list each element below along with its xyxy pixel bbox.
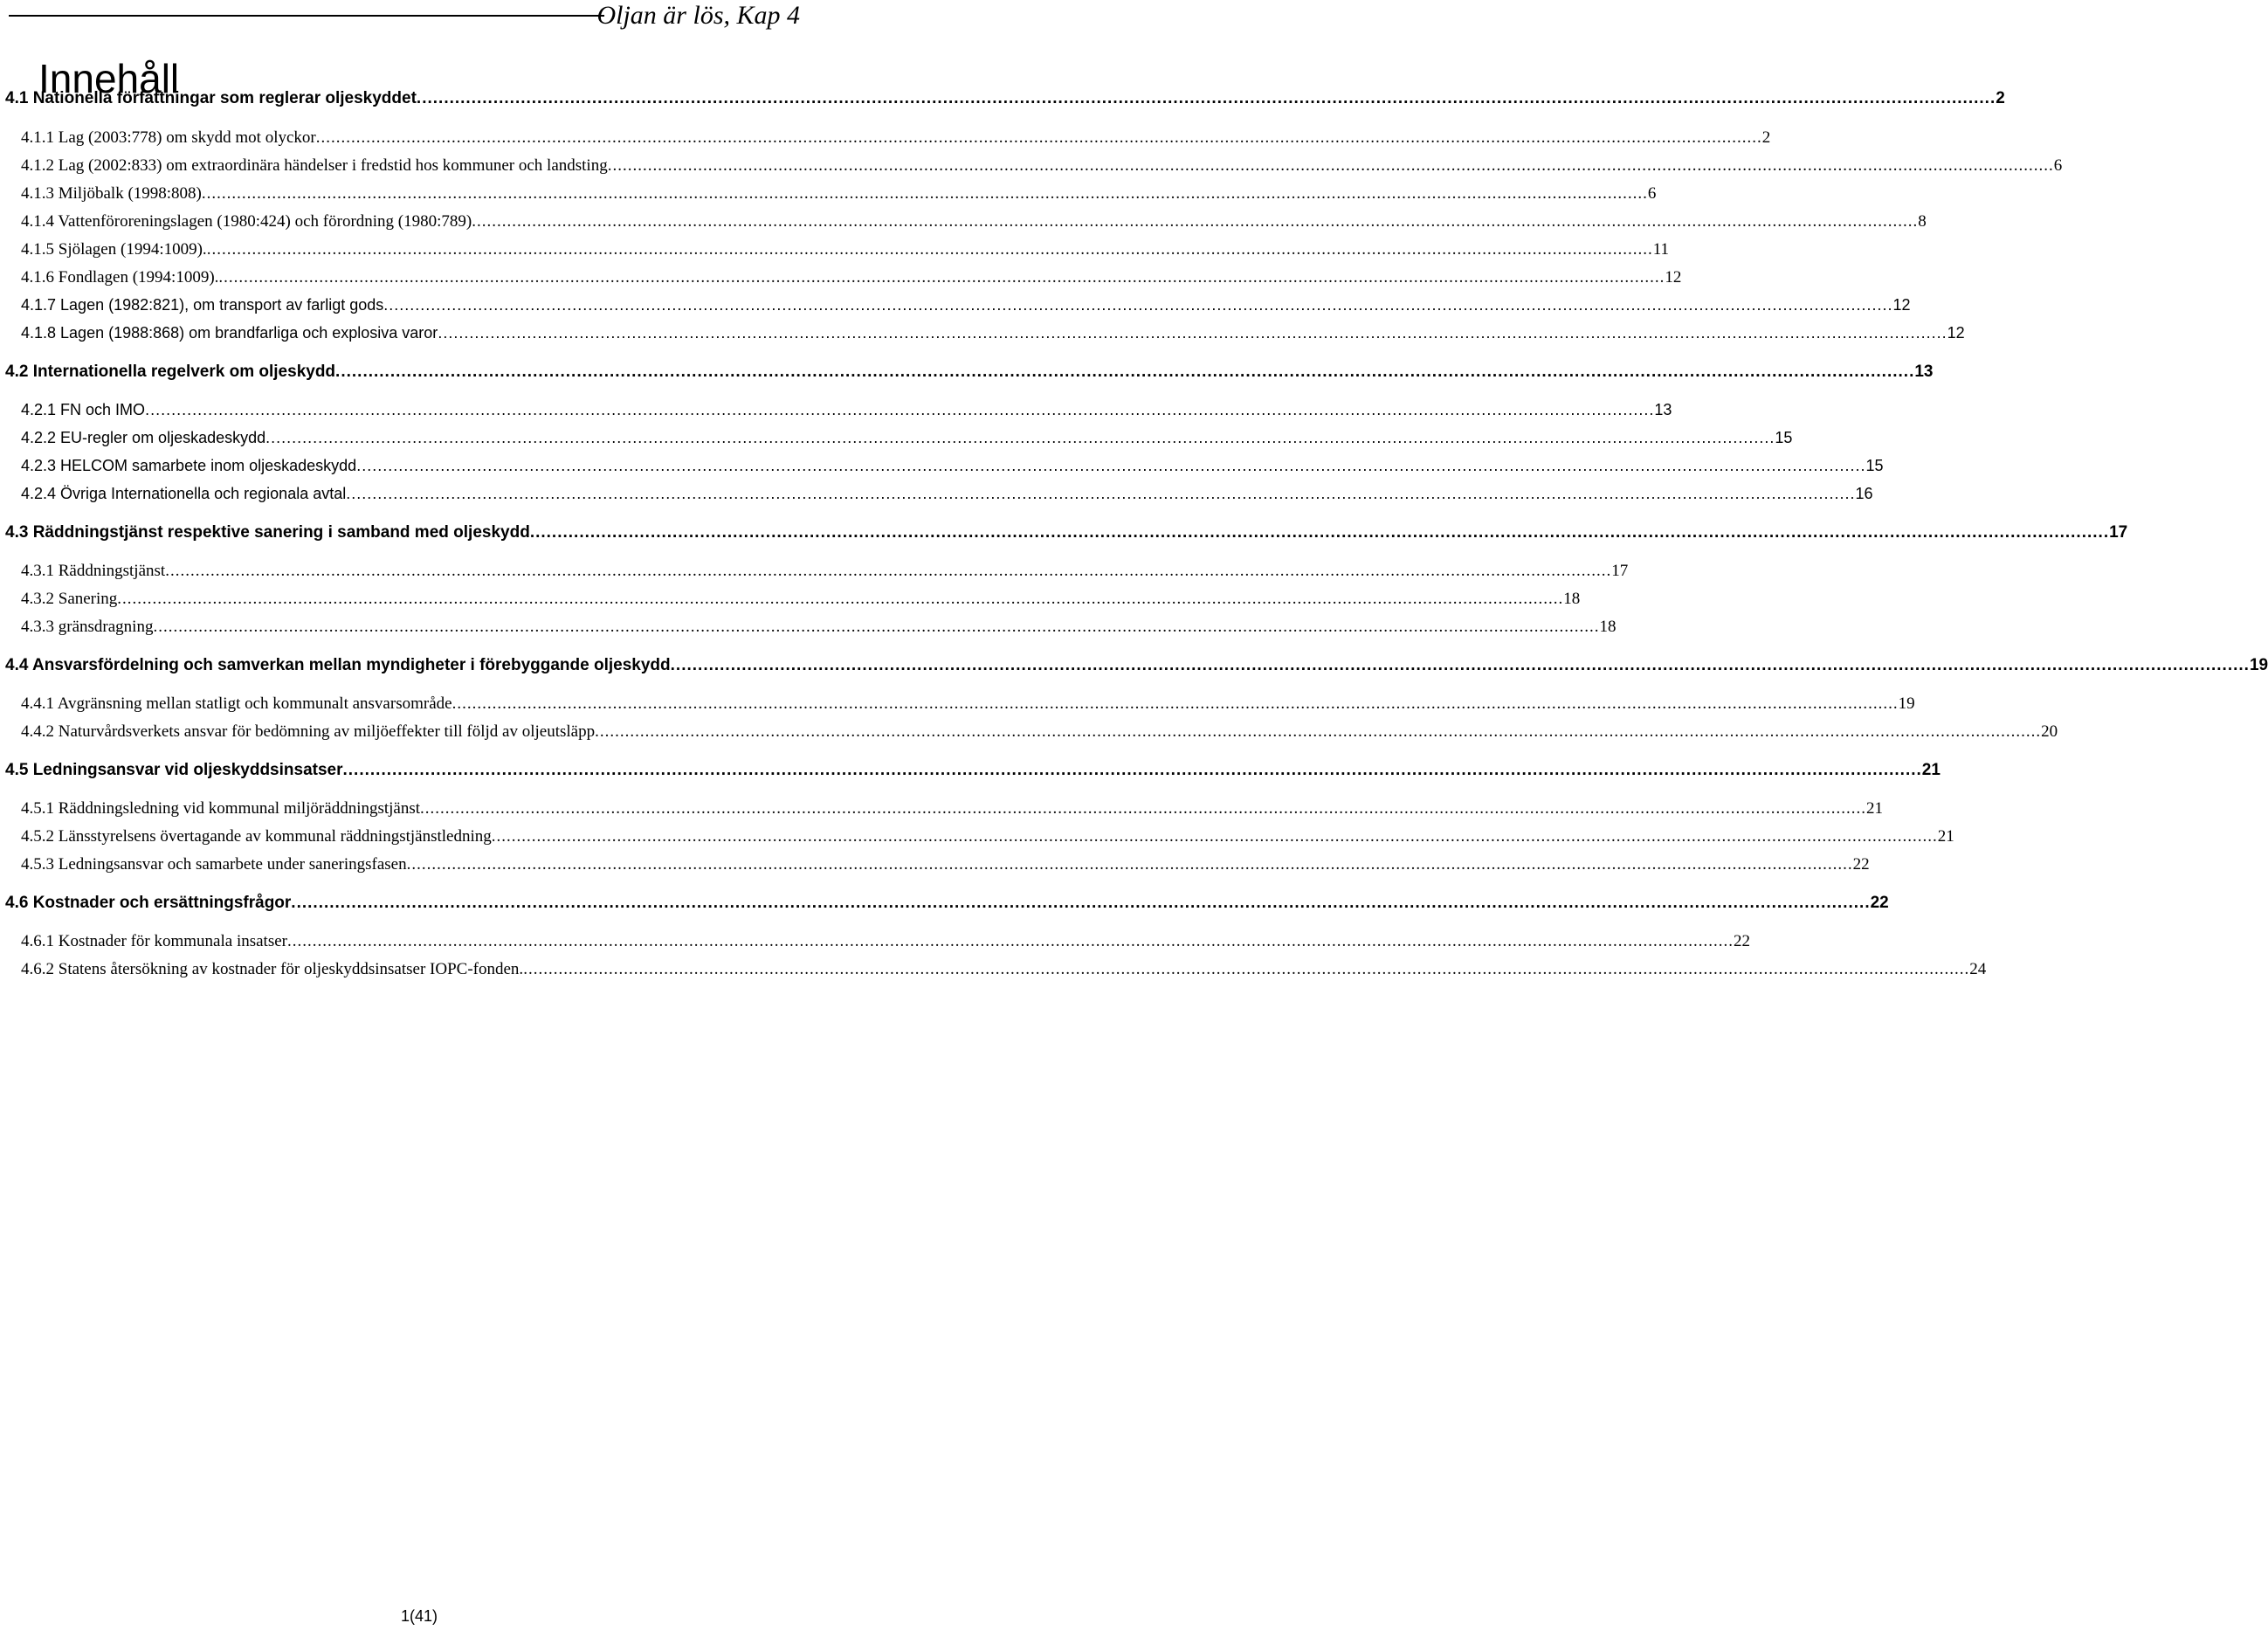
- toc-page-number: 19: [2249, 656, 2268, 674]
- toc-page-number: 15: [1775, 429, 1793, 446]
- dot-leader: [291, 894, 1870, 913]
- dot-leader: [117, 590, 1563, 609]
- dot-leader: [145, 401, 1654, 419]
- dot-leader: [207, 240, 1653, 259]
- toc-entry-title: 4.1.7 Lagen (1982:821), om transport av farligt gods: [21, 296, 384, 314]
- running-header: Oljan är lös, Kap 4: [596, 1, 800, 30]
- toc-entry-title: 4.1.4 Vattenföroreningslagen (1980:424) och förordning (1980:789): [21, 212, 472, 231]
- dot-leader: [346, 485, 1855, 503]
- toc-entry-title: 4.2.1 FN och IMO: [21, 401, 146, 418]
- toc-page-number: 18: [1599, 618, 1617, 636]
- toc-entry-title: 4.2 Internationella regelverk om oljeskydd: [5, 363, 336, 381]
- toc-subsection-entry[interactable]: [21, 401, 1672, 419]
- toc-entry-title: 4.5.2 Länsstyrelsens övertagande av kommunal räddningstjänstledning: [21, 827, 492, 846]
- toc-subsection-entry[interactable]: [21, 618, 1617, 637]
- toc-entry-title: 4.1 Nationella författningar som reglerar oljeskyddet: [5, 89, 417, 107]
- toc-entry-title: 4.6.2 Statens återsökning av kostnader för oljeskyddsinsatser IOPC-fonden.: [21, 960, 524, 978]
- toc-page-number: 17: [1611, 562, 1629, 580]
- page-title: Innehåll: [38, 55, 180, 101]
- toc-page-number: 18: [1563, 590, 1581, 608]
- toc-subsection-entry[interactable]: [21, 156, 2063, 176]
- toc-page-number: 21: [1937, 827, 1954, 846]
- toc-page-number: 13: [1654, 401, 1672, 418]
- toc-subsection-entry[interactable]: [21, 212, 1927, 231]
- toc-entry-title: 4.1.5 Sjölagen (1994:1009).: [21, 240, 207, 259]
- dot-leader: [265, 429, 1775, 447]
- toc-page-number: 17: [2109, 523, 2128, 542]
- dot-leader: [530, 523, 2109, 542]
- toc-subsection-entry[interactable]: [21, 827, 1954, 846]
- toc-page-number: 22: [1852, 855, 1870, 874]
- toc-section-entry[interactable]: [5, 89, 2005, 108]
- toc-subsection-entry[interactable]: [21, 855, 1870, 874]
- dot-leader: [287, 932, 1734, 951]
- dot-leader: [452, 694, 1899, 714]
- toc-section-entry[interactable]: [5, 523, 2128, 542]
- toc-entry-title: 4.3.2 Sanering: [21, 590, 118, 608]
- toc-entry-title: 4.3 Räddningstjänst respektive sanering i samband med oljeskydd: [5, 523, 530, 542]
- toc-page-number: 2: [1761, 128, 1771, 147]
- toc-entry-title: 4.2.3 HELCOM samarbete inom oljeskadeskydd: [21, 457, 357, 474]
- toc-subsection-entry[interactable]: [21, 128, 1771, 148]
- toc-page-number: 6: [2053, 156, 2063, 175]
- toc-page-number: 12: [1947, 324, 1965, 342]
- toc-page-number: 8: [1918, 212, 1927, 231]
- toc-page-number: 15: [1865, 457, 1884, 474]
- toc-page-number: 12: [1892, 296, 1911, 314]
- dot-leader: [356, 457, 1865, 475]
- toc-page-number: 2: [1996, 89, 2005, 107]
- toc-page-number: 19: [1898, 694, 1915, 713]
- toc-subsection-entry[interactable]: [21, 324, 1965, 342]
- toc-entry-title: 4.3.1 Räddningstjänst: [21, 562, 166, 580]
- toc-page-number: 24: [1969, 960, 1987, 978]
- dot-leader: [595, 722, 2041, 742]
- dot-leader: [492, 827, 1938, 846]
- toc-page-number: 21: [1866, 799, 1884, 818]
- toc-entry-title: 4.3.3 gränsdragning: [21, 618, 154, 636]
- toc-subsection-entry[interactable]: [21, 184, 1657, 204]
- header-rule: [9, 15, 604, 17]
- dot-leader: [407, 855, 1853, 874]
- toc-subsection-entry[interactable]: [21, 722, 2058, 742]
- toc-page-number: 22: [1870, 894, 1889, 912]
- toc-entry-title: 4.4 Ansvarsfördelning och samverkan mellan myndigheter i förebyggande oljeskydd: [5, 656, 671, 674]
- dot-leader: [417, 89, 1996, 108]
- toc-entry-title: 4.4.1 Avgränsning mellan statligt och kommunalt ansvarsområde: [21, 694, 452, 713]
- toc-page-number: 6: [1647, 184, 1657, 203]
- toc-entry-title: 4.1.6 Fondlagen (1994:1009).: [21, 268, 219, 287]
- dot-leader: [316, 128, 1762, 148]
- toc-entry-title: 4.5.1 Räddningsledning vid kommunal miljöräddningstjänst: [21, 799, 421, 818]
- dot-leader: [335, 363, 1914, 382]
- toc-page-number: 11: [1652, 240, 1669, 259]
- page-number: 1(41): [400, 1607, 438, 1625]
- toc-subsection-entry[interactable]: [21, 694, 1915, 714]
- toc-entry-title: 4.2.4 Övriga Internationella och regionala avtal: [21, 485, 347, 502]
- dot-leader: [608, 156, 2054, 176]
- toc-subsection-entry[interactable]: [21, 268, 1682, 287]
- toc-page-number: 22: [1733, 932, 1750, 950]
- dot-leader: [218, 268, 1665, 287]
- toc-subsection-entry[interactable]: [21, 240, 1669, 259]
- toc-entry-title: 4.1.1 Lag (2003:778) om skydd mot olyckor: [21, 128, 316, 147]
- toc-section-entry[interactable]: [5, 656, 2268, 675]
- toc-section-entry[interactable]: [5, 761, 1941, 780]
- dot-leader: [343, 761, 1922, 780]
- toc-entry-title: 4.5 Ledningsansvar vid oljeskyddsinsatser: [5, 761, 343, 779]
- dot-leader: [383, 296, 1892, 314]
- toc-subsection-entry[interactable]: [21, 296, 1911, 314]
- dot-leader: [671, 656, 2250, 675]
- toc-subsection-entry[interactable]: [21, 562, 1629, 581]
- toc-entry-title: 4.1.3 Miljöbalk (1998:808): [21, 184, 202, 203]
- toc-page-number: 12: [1665, 268, 1682, 287]
- toc-page-number: 21: [1921, 761, 1941, 779]
- toc-page-number: 20: [2041, 722, 2058, 741]
- dot-leader: [153, 618, 1599, 637]
- dot-leader: [472, 212, 1918, 231]
- toc-page-number: 13: [1914, 363, 1934, 381]
- toc-section-entry[interactable]: [5, 363, 1934, 382]
- toc-page-number: 16: [1855, 485, 1873, 502]
- dot-leader: [523, 960, 1969, 979]
- toc-subsection-entry[interactable]: [21, 590, 1581, 609]
- toc-entry-title: 4.6.1 Kostnader för kommunala insatser: [21, 932, 287, 950]
- toc-entry-title: 4.2.2 EU-regler om oljeskadeskydd: [21, 429, 266, 446]
- toc-entry-title: 4.1.8 Lagen (1988:868) om brandfarliga och explosiva varor: [21, 324, 438, 342]
- toc-entry-title: 4.1.2 Lag (2002:833) om extraordinära händelser i fredstid hos kommuner och landsting: [21, 156, 608, 175]
- toc-subsection-entry[interactable]: [21, 429, 1793, 447]
- dot-leader: [165, 562, 1611, 581]
- dot-leader: [420, 799, 1866, 818]
- toc-section-entry[interactable]: [5, 894, 1889, 913]
- dot-leader: [438, 324, 1947, 342]
- toc-subsection-entry[interactable]: [21, 960, 1987, 979]
- toc-entry-title: 4.5.3 Ledningsansvar och samarbete under saneringsfasen: [21, 855, 407, 874]
- toc-subsection-entry[interactable]: [21, 457, 1884, 475]
- toc-subsection-entry[interactable]: [21, 932, 1750, 951]
- toc-entry-title: 4.6 Kostnader och ersättningsfrågor: [5, 894, 292, 912]
- dot-leader: [202, 184, 1648, 204]
- toc-subsection-entry[interactable]: [21, 485, 1873, 503]
- toc-entry-title: 4.4.2 Naturvårdsverkets ansvar för bedömning av miljöeffekter till följd av oljeutsläpp: [21, 722, 596, 741]
- toc-subsection-entry[interactable]: [21, 799, 1884, 818]
